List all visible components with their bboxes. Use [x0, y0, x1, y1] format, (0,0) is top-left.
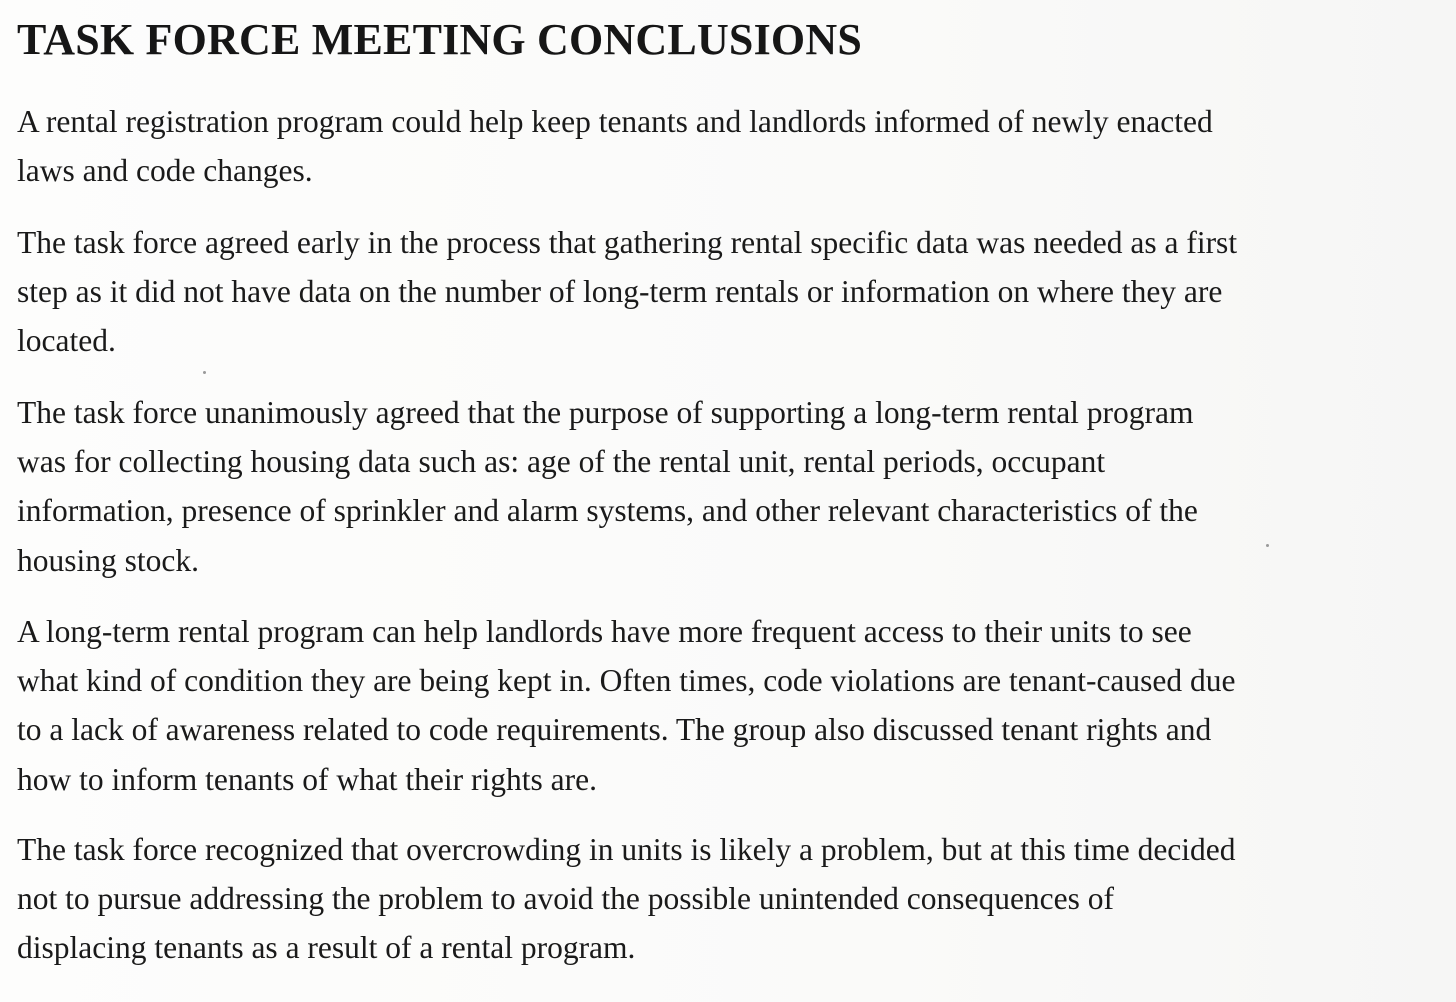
- scan-speck: [1266, 544, 1269, 547]
- paragraph-line: step as it did not have data on the number of long-term rentals or information on where they are: [17, 274, 1223, 310]
- paragraph-line: to a lack of awareness related to code requirements. The group also discussed tenant rights and: [17, 712, 1212, 748]
- paragraph-line: A rental registration program could help keep tenants and landlords informed of newly enacted: [17, 104, 1213, 139]
- document-title: TASK FORCE MEETING CONCLUSIONS: [17, 15, 862, 64]
- paragraph-line: A long-term rental program can help landlords have more frequent access to their units to see: [17, 614, 1192, 649]
- paragraph-line: what kind of condition they are being kept in. Often times, code violations are tenant-caused due: [17, 663, 1236, 699]
- paragraph-line: The task force agreed early in the process that gathering rental specific data was needed as a first: [17, 225, 1238, 260]
- paragraph-overcrowding: [17, 825, 1397, 973]
- paragraph-line: how to inform tenants of what their rights are.: [17, 761, 597, 797]
- paragraph-line: housing stock.: [17, 542, 200, 578]
- paragraph-line: located.: [17, 323, 116, 359]
- scan-speck: [203, 371, 206, 374]
- paragraph-line: The task force recognized that overcrowding in units is likely a problem, but at this time decided: [17, 832, 1236, 867]
- paragraph-landlord-access: [17, 607, 1397, 804]
- paragraph-line: not to pursue addressing the problem to avoid the possible unintended consequences of: [17, 881, 1115, 917]
- paragraph-line: laws and code changes.: [17, 153, 313, 189]
- paragraph-line: was for collecting housing data such as: age of the rental unit, rental periods, occupant: [17, 444, 1106, 480]
- paragraph-line: The task force unanimously agreed that the purpose of supporting a long-term rental program: [17, 395, 1194, 430]
- paragraph-data-gathering: [17, 218, 1397, 366]
- paragraph-registration: [17, 97, 1397, 195]
- paragraph-program-purpose: [17, 388, 1397, 585]
- paragraph-line: information, presence of sprinkler and alarm systems, and other relevant characteristics of the: [17, 493, 1198, 529]
- paragraph-line: displacing tenants as a result of a rental program.: [17, 930, 636, 966]
